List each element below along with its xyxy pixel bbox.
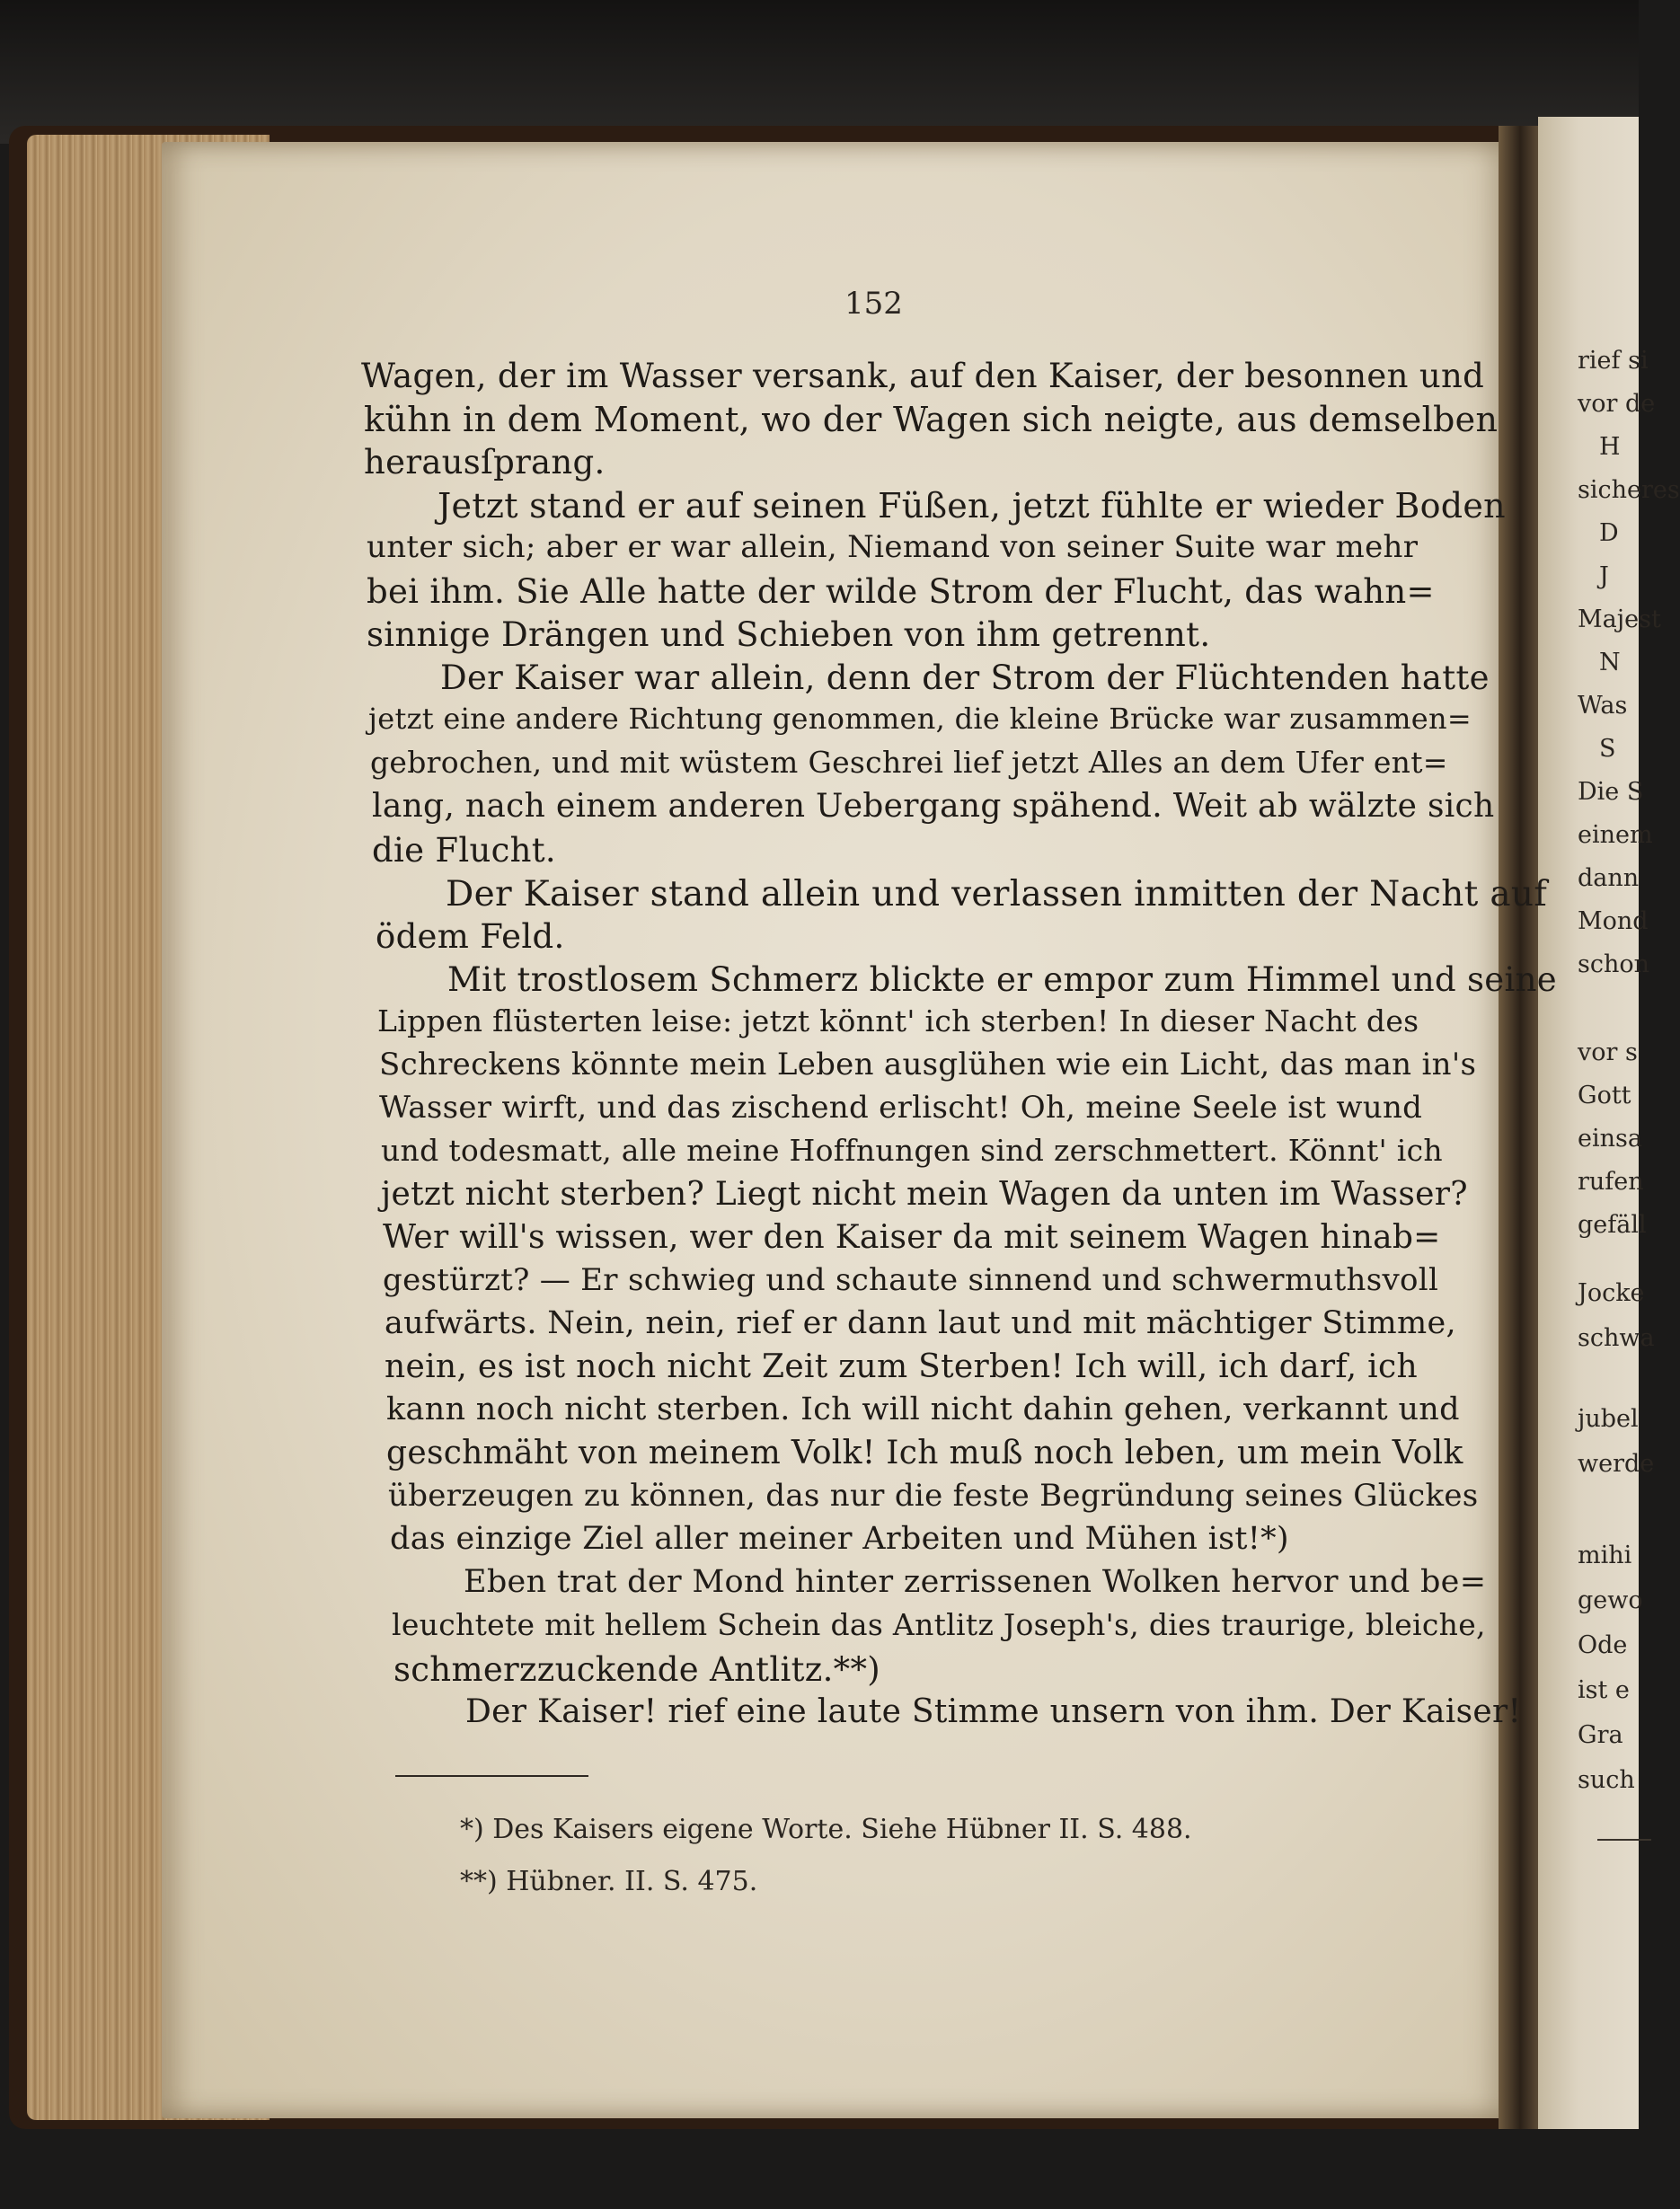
text-line: herausſprang. <box>364 443 606 482</box>
facing-line: Mond <box>1578 907 1649 935</box>
text-line: ödem Feld. <box>376 917 565 956</box>
text-line: das einzige Ziel aller meiner Arbeiten und Mühen ist!*) <box>390 1521 1289 1557</box>
facing-line: gewo <box>1578 1586 1643 1614</box>
facing-line: Gra <box>1578 1721 1623 1749</box>
text-line: lang, nach einem anderen Uebergang spähend. Weit ab wälzte sich <box>372 788 1495 825</box>
text-line: aufwärts. Nein, nein, rief er dann laut und mit mächtiger Stimme, <box>385 1305 1456 1341</box>
facing-line: sicheres <box>1578 476 1680 504</box>
facing-line: Ode <box>1578 1631 1628 1659</box>
footnote: **) Hübner. II. S. 475. <box>460 1866 758 1897</box>
facing-line: ist e <box>1578 1676 1630 1704</box>
facing-line: schon <box>1578 950 1650 978</box>
facing-line: rief si <box>1578 347 1649 375</box>
facing-line: einem <box>1578 821 1653 849</box>
facing-line: Jocke <box>1578 1279 1645 1307</box>
facing-line: einsa <box>1578 1125 1642 1153</box>
facing-line: mihi <box>1578 1542 1632 1569</box>
text-line: nein, es ist noch nicht Zeit zum Sterben! Ich will, ich darf, ich <box>385 1348 1418 1385</box>
text-line: Schreckens könnte mein Leben ausglühen wie ein Licht, das man in's <box>379 1047 1477 1082</box>
text-line: Jetzt stand er auf seinen Füßen, jetzt fühlte er wieder Boden <box>438 486 1506 526</box>
text-line: Mit trostlosem Schmerz blickte er empor zum Himmel und seine <box>447 960 1557 999</box>
footnote: *) Des Kaisers eigene Worte. Siehe Hübner II. S. 488. <box>460 1814 1192 1845</box>
page-number: 152 <box>844 286 903 322</box>
text-line: jetzt eine andere Richtung genommen, die kleine Brücke war zusammen= <box>368 702 1472 736</box>
facing-footnote-rule <box>1597 1839 1651 1841</box>
facing-line: J <box>1599 562 1609 590</box>
text-line: unter sich; aber er war allein, Niemand von seiner Suite war mehr <box>367 529 1419 565</box>
text-line: bei ihm. Sie Alle hatte der wilde Strom der Flucht, das wahn= <box>367 572 1435 611</box>
footnote-rule <box>395 1775 588 1777</box>
text-line: Der Kaiser war allein, denn der Strom der Flüchtenden hatte <box>440 658 1490 697</box>
facing-line: vor de <box>1578 390 1656 418</box>
facing-line: gefäll <box>1578 1211 1647 1239</box>
facing-line: N <box>1599 649 1621 676</box>
text-line: Der Kaiser! rief eine laute Stimme unsern von ihm. Der Kaiser! <box>465 1693 1522 1730</box>
facing-line: D <box>1599 519 1619 547</box>
facing-line: werde <box>1578 1450 1655 1478</box>
text-line: geschmäht von meinem Volk! Ich muß noch leben, um mein Volk <box>386 1435 1463 1471</box>
facing-page <box>1538 117 1680 2129</box>
text-line: gestürzt? — Er schwieg und schaute sinnend und schwermuthsvoll <box>383 1262 1439 1298</box>
facing-line: dann <box>1578 864 1640 892</box>
facing-line: such <box>1578 1766 1635 1794</box>
text-line: leuchtete mit hellem Schein das Antlitz Joseph's, dies traurige, bleiche, <box>392 1607 1486 1642</box>
book-gutter <box>1499 126 1538 2129</box>
facing-line: vor s <box>1578 1038 1638 1066</box>
text-line: Der Kaiser stand allein und verlassen inmitten der Nacht auf <box>446 874 1548 915</box>
facing-line: H <box>1599 433 1621 461</box>
text-line: Wer will's wissen, wer den Kaiser da mit seinem Wagen hinab= <box>383 1219 1441 1256</box>
text-line: Wasser wirft, und das zischend erlischt! Oh, meine Seele ist wund <box>379 1090 1423 1126</box>
text-line: kühn in dem Moment, wo der Wagen sich neigte, aus demselben <box>364 400 1499 439</box>
facing-line: S <box>1599 735 1616 763</box>
facing-line: Gott <box>1578 1082 1631 1109</box>
facing-line: jubel <box>1578 1405 1639 1433</box>
facing-line: rufen <box>1578 1168 1644 1196</box>
text-line: jetzt nicht sterben? Liegt nicht mein Wagen da unten im Wasser? <box>381 1176 1468 1213</box>
text-line: Wagen, der im Wasser versank, auf den Kaiser, der besonnen und <box>361 357 1485 395</box>
text-line: sinnige Drängen und Schieben von ihm getrennt. <box>367 615 1211 654</box>
text-line: die Flucht. <box>372 831 556 870</box>
text-line: und todesmatt, alle meine Hoffnungen sind zerschmettert. Könnt' ich <box>381 1133 1443 1168</box>
text-line: gebrochen, und mit wüstem Geschrei lief jetzt Alles an dem Ufer ent= <box>370 745 1448 780</box>
facing-line: Was <box>1578 692 1628 720</box>
text-line: Eben trat der Mond hinter zerrissenen Wolken hervor und be= <box>464 1564 1487 1600</box>
facing-line: Majest <box>1578 605 1661 633</box>
text-line: schmerzzuckende Antlitz.**) <box>393 1650 880 1689</box>
text-line: überzeugen zu können, das nur die feste Begründung seines Glückes <box>388 1478 1479 1514</box>
facing-line: schwa <box>1578 1324 1655 1352</box>
text-line: kann noch nicht sterben. Ich will nicht dahin gehen, verkannt und <box>386 1392 1460 1427</box>
text-line: Lippen flüsterten leise: jetzt könnt' ich sterben! In dieser Nacht des <box>377 1003 1419 1038</box>
background-top <box>0 0 1639 144</box>
facing-line: Die S <box>1578 778 1644 806</box>
